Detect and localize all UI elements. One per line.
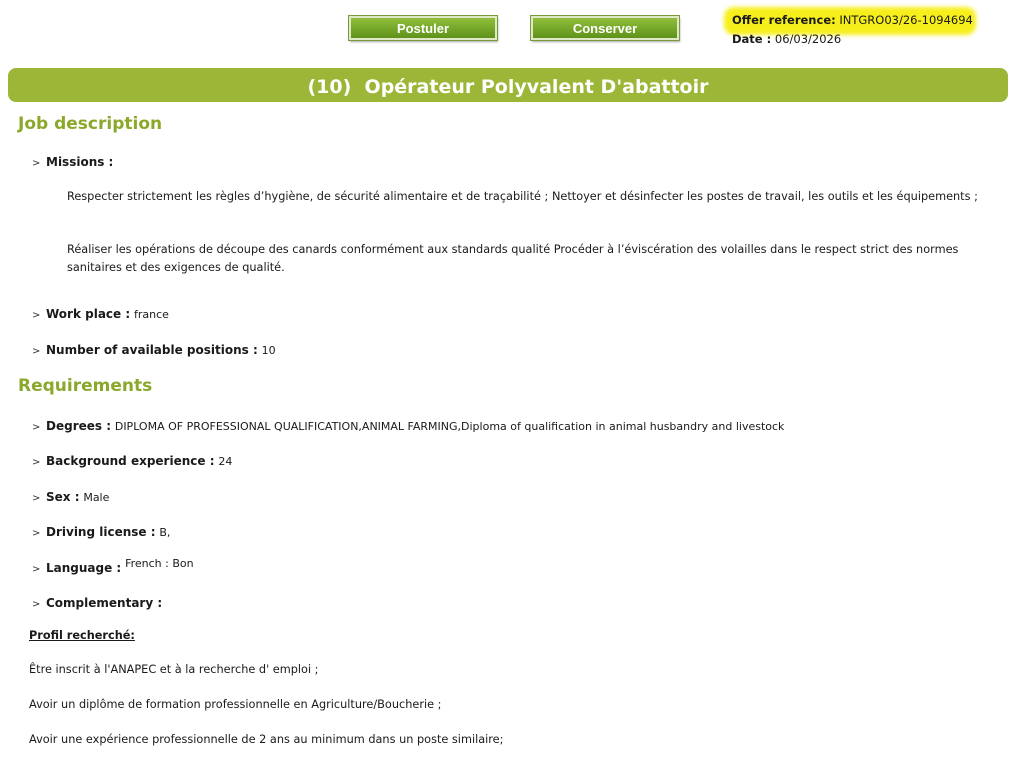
- positions-value: 10: [261, 344, 276, 357]
- bullet-icon: >: [32, 599, 41, 610]
- offer-reference-label: Offer reference:: [732, 13, 836, 27]
- positions-label: Number of available positions :: [46, 343, 258, 357]
- sex-item: [32, 489, 109, 507]
- work-place-item: [32, 306, 169, 324]
- requirements-heading: Requirements: [18, 376, 153, 396]
- sex-label: Sex :: [46, 490, 80, 504]
- complementary-item: [32, 595, 162, 613]
- bullet-icon: >: [32, 346, 41, 357]
- experience-item: [32, 453, 232, 471]
- degrees-value: DIPLOMA OF PROFESSIONAL QUALIFICATION,ANIMAL FARMING,Diploma of qualification in animal husbandry and livestock: [114, 420, 785, 433]
- bullet-icon: >: [32, 528, 41, 539]
- work-place-value: france: [134, 308, 169, 321]
- date-label: Date :: [732, 32, 772, 46]
- apply-button[interactable]: Postuler: [349, 16, 497, 40]
- missions-paragraph-1: Respecter strictement les règles d’hygiène, de sécurité alimentaire et de traçabilité ; Nettoyer et désinfecter les postes de travail, les outils et les équipements ;: [67, 190, 978, 203]
- driving-license-label: Driving license :: [46, 525, 156, 539]
- sex-value: Male: [83, 491, 110, 504]
- work-place-label: Work place :: [46, 307, 131, 321]
- offer-reference-value: INTGRO03/26-1094694: [839, 13, 973, 27]
- experience-label: Background experience :: [46, 454, 215, 468]
- save-offer-button[interactable]: Conserver: [531, 16, 679, 40]
- profil-line-2: Avoir un diplôme de formation professionnelle en Agriculture/Boucherie ;: [29, 698, 442, 711]
- offer-info: [732, 11, 973, 49]
- complementary-label: Complementary :: [46, 596, 163, 610]
- positions-item: [32, 342, 276, 360]
- profil-line-1: Être inscrit à l'ANAPEC et à la recherche d' emploi ;: [29, 663, 319, 676]
- job-title: (10) Opérateur Polyvalent D'abattoir: [307, 76, 709, 98]
- job-title-bar: [8, 68, 1008, 102]
- language-label: Language :: [46, 561, 122, 575]
- degrees-item: [32, 418, 784, 436]
- missions-label: Missions :: [46, 155, 114, 169]
- bullet-icon: >: [32, 158, 41, 169]
- profil-heading: Profil recherché:: [29, 629, 135, 642]
- missions-item: [32, 154, 113, 172]
- driving-license-value: B,: [159, 526, 171, 539]
- bullet-icon: >: [32, 493, 41, 504]
- profil-line-3: Avoir une expérience professionnelle de 2 ans au minimum dans un poste similaire;: [29, 733, 504, 746]
- language-item: [32, 557, 194, 578]
- driving-license-item: [32, 524, 170, 542]
- bullet-icon: >: [32, 457, 41, 468]
- bullet-icon: >: [32, 564, 41, 575]
- degrees-label: Degrees :: [46, 419, 112, 433]
- missions-paragraph-2: Réaliser les opérations de découpe des canards conformément aux standards qualité Procéder à l’éviscération des volailles dans le respect strict des normes sanitaires et des exigences de qualité.: [67, 243, 959, 274]
- language-value: French : Bon: [125, 557, 194, 570]
- bullet-icon: >: [32, 310, 41, 321]
- date-value: 06/03/2026: [774, 32, 842, 46]
- job-description-heading: Job description: [18, 114, 163, 134]
- experience-value: 24: [218, 455, 233, 468]
- bullet-icon: >: [32, 422, 41, 433]
